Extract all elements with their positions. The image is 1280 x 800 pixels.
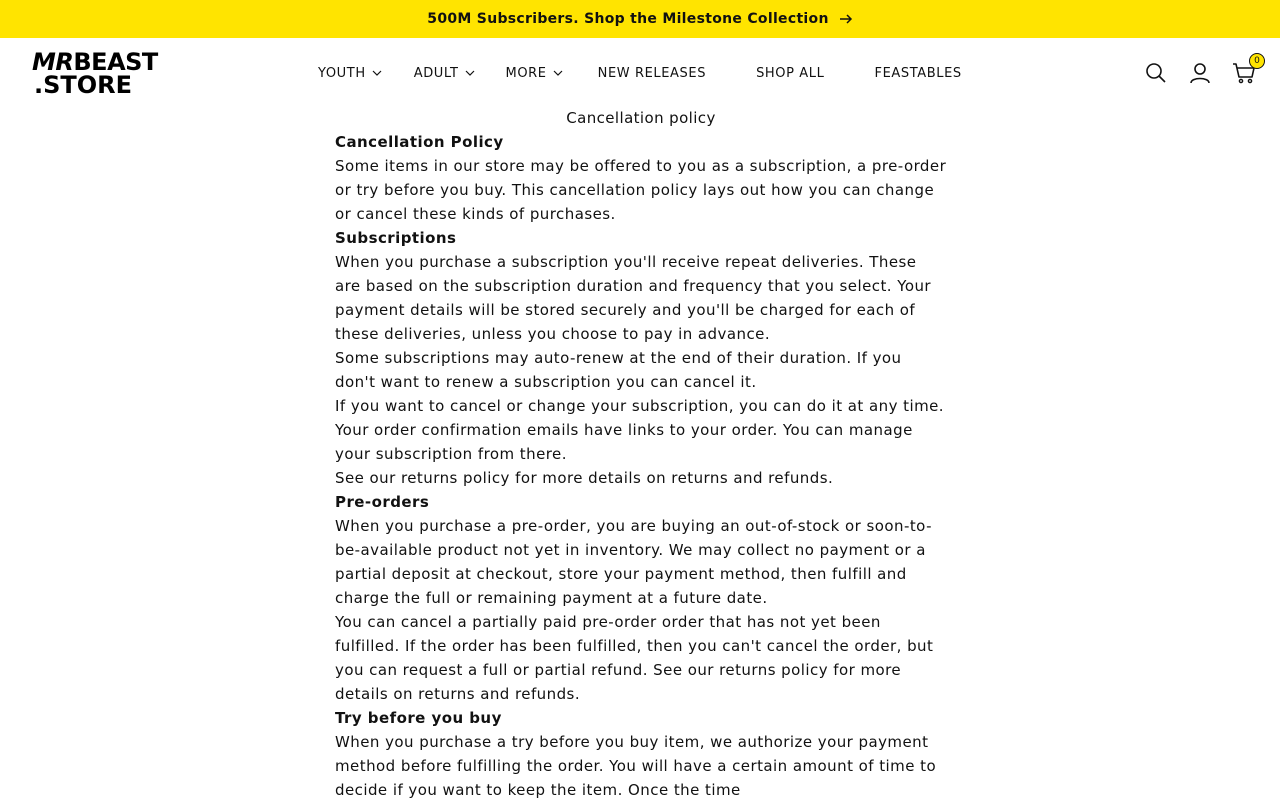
nav-feastables[interactable] (875, 66, 962, 81)
logo-text-bottom: .STORE (34, 71, 133, 99)
policy-body (335, 130, 947, 800)
paragraph-pre-orders-2: You can cancel a partially paid pre-order order that has not yet been fulfilled. If the order has been fulfilled, then you can't cancel the order, but you can request a full or partial refund. See our returns policy for more details on returns and refunds. (335, 613, 934, 703)
heading-try-before-you-buy: Try before you buy (335, 709, 502, 727)
heading-cancellation-policy: Cancellation Policy (335, 133, 504, 151)
site-header (0, 38, 1280, 108)
page-title: Cancellation policy (566, 109, 716, 127)
account-icon[interactable] (1188, 61, 1212, 85)
paragraph-intro: Some items in our store may be offered to you as a subscription, a pre-order or try before you buy. This cancellation policy lays out how you can change or cancel these kinds of purchases. (335, 157, 947, 223)
chevron-down-icon (465, 68, 475, 78)
announcement-bar (0, 0, 1280, 38)
heading-pre-orders: Pre-orders (335, 493, 430, 511)
paragraph-try-before-you-buy-1: When you purchase a try before you buy item, we authorize your payment method before fulfilling the order. You will have a certain amount of time to decide if you want to keep the item. Once the time (335, 733, 937, 799)
chevron-down-icon (372, 68, 382, 78)
store-logo[interactable] (32, 49, 198, 97)
paragraph-pre-orders-1: When you purchase a pre-order, you are buying an out-of-stock or soon-to-be-available product not yet in inventory. We may collect no payment or a partial deposit at checkout, store your payment method, then fulfill and charge the full or remaining payment at a future date. (335, 517, 932, 607)
paragraph-subscriptions-3: If you want to cancel or change your subscription, you can do it at any time. Your order confirmation emails have links to your order. You can manage your subscription from there. (335, 397, 945, 463)
nav-more[interactable] (506, 66, 563, 81)
nav-feastables-label: FEASTABLES (874, 65, 962, 81)
nav-new-releases-label: NEW RELEASES (597, 65, 707, 81)
nav-adult-label: ADULT (413, 65, 459, 81)
nav-shop-all[interactable] (756, 66, 824, 81)
header-actions (1144, 56, 1260, 88)
cart-button[interactable] (1232, 56, 1260, 85)
logo-beast: BEAST (73, 48, 158, 76)
arrow-right-icon (839, 12, 853, 26)
nav-more-label: MORE (505, 65, 547, 81)
chevron-down-icon (553, 68, 563, 78)
main-nav (318, 38, 962, 108)
nav-new-releases[interactable] (598, 66, 706, 81)
announcement-link[interactable] (427, 11, 852, 27)
policy-content (335, 108, 947, 800)
paragraph-subscriptions-4: See our returns policy for more details on returns and refunds. (335, 469, 834, 487)
cart-count-badge: 0 (1249, 53, 1265, 69)
paragraph-subscriptions-2: Some subscriptions may auto-renew at the end of their duration. If you don't want to renew a subscription you can cancel it. (335, 349, 902, 391)
heading-subscriptions: Subscriptions (335, 229, 457, 247)
nav-adult[interactable] (414, 66, 475, 81)
nav-youth[interactable] (318, 66, 382, 81)
logo-mr: MR (32, 48, 74, 76)
paragraph-subscriptions-1: When you purchase a subscription you'll receive repeat deliveries. These are based on the subscription duration and frequency that you select. Your payment details will be stored securely and you'll be charged for each of these deliveries, unless you choose to pay in advance. (335, 253, 932, 343)
announcement-text: 500M Subscribers. Shop the Milestone Collection (427, 11, 829, 27)
nav-youth-label: YOUTH (318, 65, 366, 81)
search-icon[interactable] (1144, 61, 1168, 85)
nav-shop-all-label: SHOP ALL (756, 65, 825, 81)
